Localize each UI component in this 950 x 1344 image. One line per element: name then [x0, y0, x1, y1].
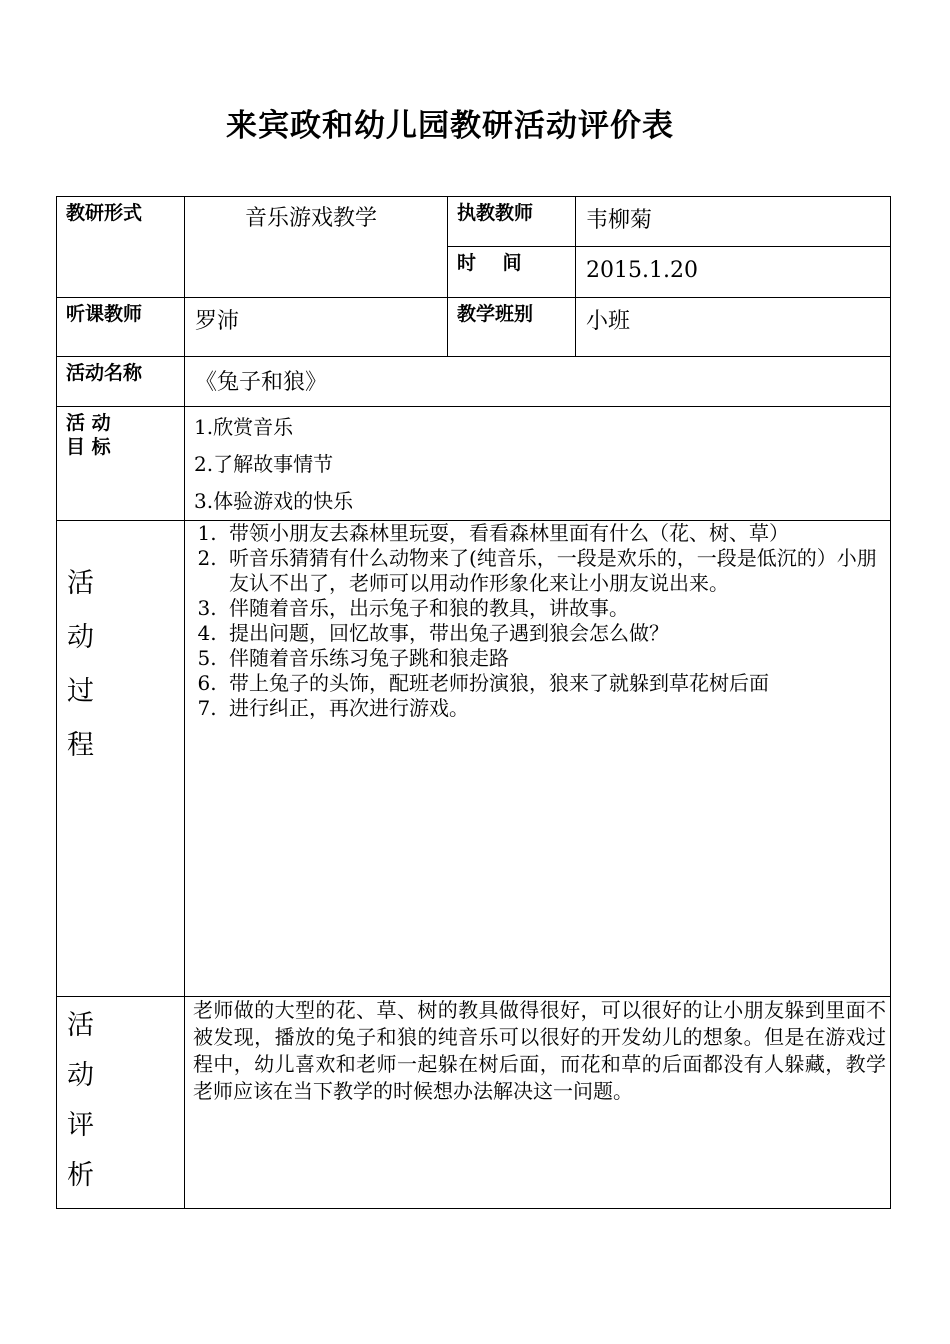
page-title: 来宾政和幼儿园教研活动评价表 [226, 108, 674, 144]
class-label: 教学班别 [448, 298, 576, 357]
teacher-value: 韦柳菊 [576, 197, 891, 247]
time-label: 时 间 [448, 247, 576, 298]
process-step: 5. 伴随着音乐练习兔子跳和狼走路 [223, 646, 890, 671]
process-label: 活 动 过 程 [57, 521, 185, 997]
activity-name-value: 《兔子和狼》 [185, 357, 891, 407]
process-step: 6. 带上兔子的头饰，配班老师扮演狼，狼来了就躲到草花树后面 [223, 671, 890, 696]
process-step: 2. 听音乐猜猜有什么动物来了(纯音乐，一段是欢乐的，一段是低沉的）小朋友认不出了，老师可以用动作形象化来让小朋友说出来。 [223, 546, 890, 596]
listener-value: 罗沛 [185, 298, 448, 357]
goals-list [185, 407, 891, 521]
class-value: 小班 [576, 298, 891, 357]
goals-label-line1: 活 动 [66, 412, 111, 434]
process-step: 7. 进行纠正，再次进行游戏。 [223, 696, 890, 721]
goals-label-line2: 目 标 [66, 436, 111, 458]
research-form-label: 教研形式 [57, 197, 185, 298]
goals-label [57, 407, 185, 521]
analysis-text: 老师做的大型的花、草、树的教具做得很好，可以很好的让小朋友躲到里面不被发现，播放的兔子和狼的纯音乐可以很好的开发幼儿的想象。但是在游戏过程中，幼儿喜欢和老师一起躲在树后面，而花和草的后面都没有人躲藏，教学老师应该在当下教学的时候想办法解决这一问题。 [185, 997, 891, 1209]
teacher-label: 执教教师 [448, 197, 576, 247]
process-step: 1. 带领小朋友去森林里玩耍，看看森林里面有什么（花、树、草） [223, 521, 890, 546]
goal-item: 1.欣赏音乐 [194, 415, 294, 439]
listener-label: 听课教师 [57, 298, 185, 357]
process-step: 3. 伴随着音乐，出示兔子和狼的教具，讲故事。 [223, 596, 890, 621]
analysis-label: 活 动 评 析 [57, 997, 185, 1209]
process-steps [185, 521, 891, 997]
activity-name-label: 活动名称 [57, 357, 185, 407]
goal-item: 3.体验游戏的快乐 [194, 489, 354, 513]
research-form-value: 音乐游戏教学 [185, 197, 448, 298]
evaluation-form [56, 196, 891, 1209]
goal-item: 2.了解故事情节 [194, 452, 334, 476]
process-step: 4. 提出问题，回忆故事，带出兔子遇到狼会怎么做？ [223, 621, 890, 646]
time-value: 2015.1.20 [576, 247, 891, 298]
